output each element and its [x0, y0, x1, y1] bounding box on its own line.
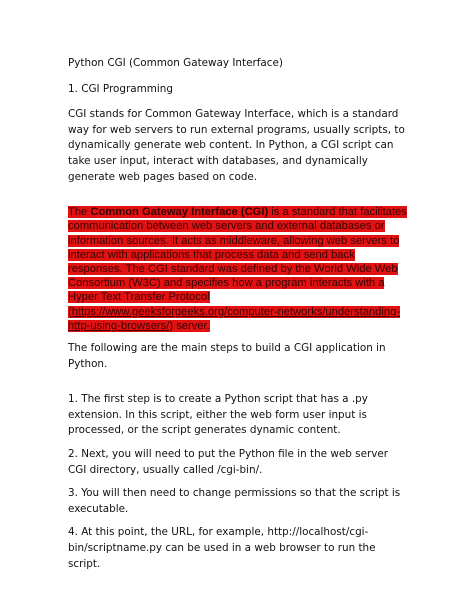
- intro-paragraph: CGI stands for Common Gateway Interface, which is a standard way for web servers to run external programs, usually scripts, to dynamically generate web content. In Python, a CGI script can take user input, interact with databases, and dynamically generate web pages based on code.: [68, 108, 405, 183]
- http-link[interactable]: https://www.geeksforgeeks.org/computer-networks/understanding-http-using-browsers/: [68, 305, 401, 332]
- step-item: 1. The first step is to create a Python script that has a .py extension. In this script, either the web form user input is processed, or the script generates dynamic content.: [68, 393, 368, 437]
- document-content: [68, 56, 408, 580]
- step-item: 4. At this point, the URL, for example, http://localhost/cgi-bin/scriptname.py can be used in a web browser to run the script.: [68, 526, 376, 570]
- step-item: 2. Next, you will need to put the Python file in the web server CGI directory, usually called /cgi-bin/.: [68, 447, 389, 476]
- document-title: Python CGI (Common Gateway Interface): [68, 57, 283, 69]
- highlight-tail: ) server.: [169, 319, 210, 332]
- highlight-body: is a standard that facilitates communication between web servers and external databases or information sources. It acts as middleware, allowing web servers to interact with applications that process data and send back responses. The CGI standard was defined by the World Wide Web Consortium (W3C) and specifies how a program interacts with a Hyper Text Transfer Protocol (: [68, 206, 407, 318]
- step-item: 3. You will then need to change permissions so that the script is executable.: [68, 487, 401, 515]
- steps-intro: The following are the main steps to build a CGI application in Python.: [68, 341, 386, 370]
- section-heading: 1. CGI Programming: [68, 82, 173, 95]
- highlight-lead: The: [68, 206, 91, 219]
- highlighted-paragraph: [68, 205, 408, 333]
- highlight-bold-term: Common Gateway Interface (CGI): [90, 206, 269, 219]
